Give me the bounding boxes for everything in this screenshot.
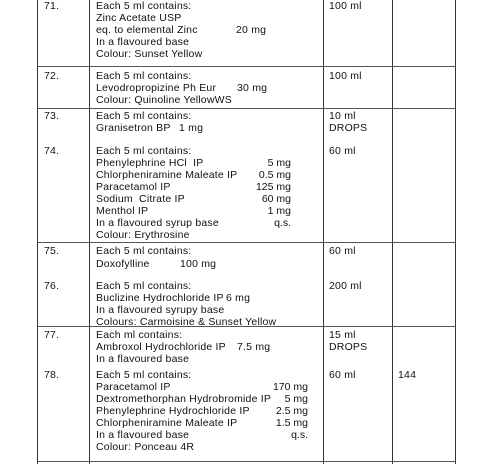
amount: 60 mg <box>261 193 291 205</box>
composition-line: Each ml contains: <box>96 329 183 341</box>
composition-line: Sodium Citrate IP <box>96 193 185 205</box>
serial-number: 76. <box>44 280 60 292</box>
composition-line: Each 5 ml contains: <box>96 110 192 122</box>
composition-line: Each 5 ml contains: <box>96 245 192 257</box>
composition-line: Colour: Ponceau 4R <box>96 441 195 453</box>
serial-number: 75. <box>44 245 60 257</box>
amount: 100 mg <box>180 258 217 270</box>
composition-line: Colour: Sunset Yellow <box>96 48 203 60</box>
amount: 0.5 mg <box>258 169 291 181</box>
serial-number: 73. <box>44 110 60 122</box>
pack-size: 10 ml <box>329 110 356 122</box>
pack-size: 100 ml <box>329 70 362 82</box>
column-rule <box>89 0 90 464</box>
amount: 1 mg <box>179 122 204 134</box>
pack-form: DROPS <box>329 341 368 353</box>
amount: q.s. <box>274 217 291 229</box>
composition-line: Buclizine Hydrochloride IP <box>96 292 224 304</box>
composition-line: Each 5 ml contains: <box>96 0 192 12</box>
pack-size: 60 ml <box>329 369 356 381</box>
amount: 2.5 mg <box>275 405 308 417</box>
composition-line: Colour: Erythrosine <box>96 229 190 241</box>
composition-line: Chlorpheniramine Maleate IP <box>96 169 238 181</box>
serial-number: 72. <box>44 70 60 82</box>
composition-line: Colour: Quinoline YellowWS <box>96 94 232 106</box>
composition-line: Colours: Carmoisine & Sunset Yellow <box>96 316 277 328</box>
composition-line: Ambroxol Hydrochloride IP <box>96 341 226 353</box>
pack-size: 15 ml <box>329 329 356 341</box>
composition-line: Each 5 ml contains: <box>96 369 192 381</box>
composition-line: eq. to elemental Zinc <box>96 24 198 36</box>
composition-line: Menthol IP <box>96 205 149 217</box>
composition-line: Chlorpheniramine Maleate IP <box>96 417 238 429</box>
amount: 125 mg <box>255 181 291 193</box>
column-rule <box>37 0 38 464</box>
composition-line: In a flavoured base <box>96 36 190 48</box>
serial-number: 71. <box>44 0 60 12</box>
column-rule <box>323 0 324 464</box>
amount: 5 mg <box>267 157 291 169</box>
pack-size: 200 ml <box>329 280 362 292</box>
composition-line: In a flavoured base <box>96 353 190 365</box>
amount: 20 mg <box>236 24 267 36</box>
row-rule <box>37 66 456 67</box>
composition-line: Levodropropizine Ph Eur <box>96 82 217 94</box>
composition-line: Granisetron BP <box>96 122 171 134</box>
composition-line: Each 5 ml contains: <box>96 145 192 157</box>
composition-line: Each 5 ml contains: <box>96 280 192 292</box>
serial-number: 77. <box>44 329 60 341</box>
pack-form: DROPS <box>329 122 368 134</box>
composition-line: Phenylephrine Hydrochloride IP <box>96 405 250 417</box>
extra-value: 144 <box>398 369 417 381</box>
amount: 30 mg <box>237 82 268 94</box>
composition-line: In a flavoured base <box>96 429 190 441</box>
composition-line: Zinc Acetate USP <box>96 12 182 24</box>
amount: q.s. <box>291 429 308 441</box>
pack-size: 60 ml <box>329 145 356 157</box>
column-rule <box>455 0 456 464</box>
amount: 1.5 mg <box>275 417 308 429</box>
row-rule <box>37 461 456 462</box>
amount: 7.5 mg <box>237 341 271 353</box>
composition-line: Paracetamol IP <box>96 181 171 193</box>
row-rule <box>37 242 456 243</box>
pack-size: 60 ml <box>329 245 356 257</box>
composition-line: In a flavoured syrup base <box>96 217 219 229</box>
composition-line: Doxofylline <box>96 258 150 270</box>
column-rule <box>392 0 393 464</box>
row-rule <box>37 108 456 109</box>
composition-line: Phenylephrine HCl IP <box>96 157 204 169</box>
composition-line: Each 5 ml contains: <box>96 70 192 82</box>
composition-line: In a flavoured syrupy base <box>96 304 225 316</box>
amount: 6 mg <box>226 292 251 304</box>
serial-number: 78. <box>44 369 60 381</box>
amount: 5 mg <box>284 393 308 405</box>
amount: 170 mg <box>272 381 308 393</box>
composition-line: Dextromethorphan Hydrobromide IP <box>96 393 272 405</box>
composition-line: Paracetamol IP <box>96 381 171 393</box>
pack-size: 100 ml <box>329 0 362 12</box>
amount: 1 mg <box>267 205 291 217</box>
serial-number: 74. <box>44 145 60 157</box>
